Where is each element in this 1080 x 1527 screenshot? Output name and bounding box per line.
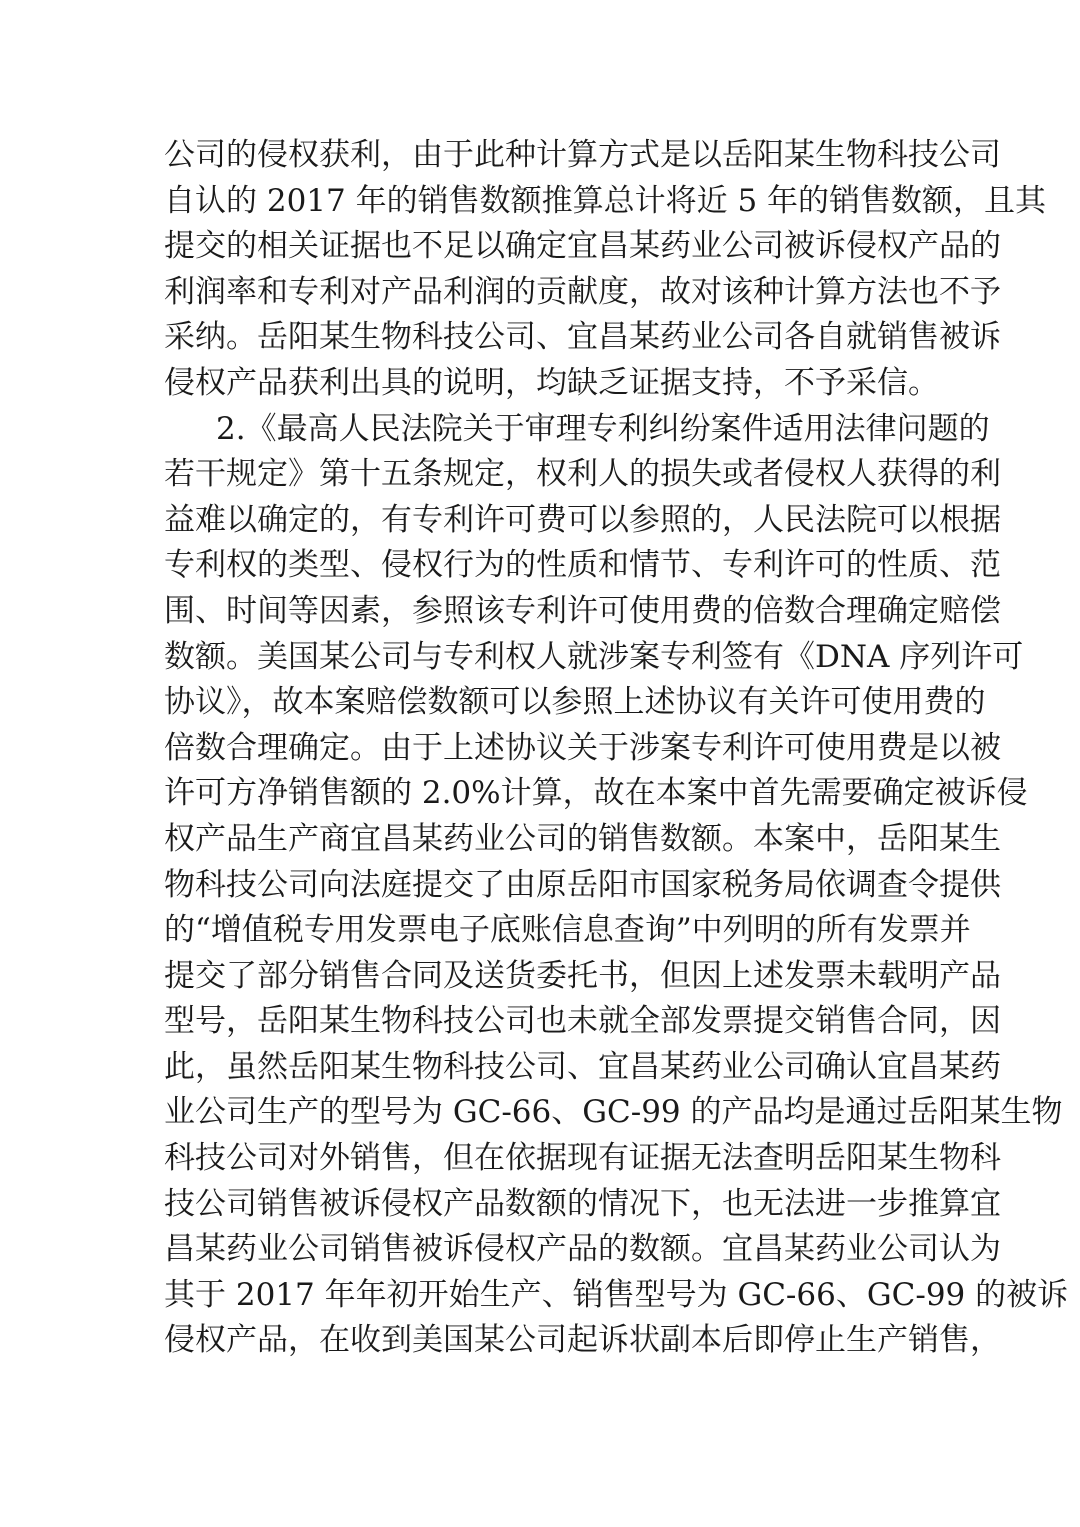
paragraph-line: 提交的相关证据也不足以确定宜昌某药业公司被诉侵权产品的: [164, 228, 1001, 265]
paragraph-2: [164, 407, 1069, 1364]
paragraph-line: 专利权的类型、侵权行为的性质和情节、专利许可的性质、范: [164, 547, 1001, 584]
paragraph-line: 协议》，故本案赔偿数额可以参照上述协议有关许可使用费的: [164, 684, 986, 721]
paragraph-line: 提交了部分销售合同及送货委托书，但因上述发票未载明产品: [164, 957, 1001, 994]
paragraph-line: 利润率和专利对产品利润的贡献度，故对该种计算方法也不予: [164, 273, 1001, 310]
paragraph-line: 许可方净销售额的 2.0%计算，故在本案中首先需要确定被诉侵: [164, 775, 1028, 812]
paragraph-line: 侵权产品，在收到美国某公司起诉状副本后即停止生产销售，: [164, 1322, 1001, 1359]
paragraph-line: 的“增值税专用发票电子底账信息查询”中列明的所有发票并: [164, 912, 971, 949]
document-body: [164, 133, 1069, 1364]
paragraph-line: 其于 2017 年年初开始生产、销售型号为 GC-66、GC-99 的被诉: [164, 1276, 1069, 1313]
paragraph-1: [164, 133, 1047, 407]
paragraph-line: 科技公司对外销售，但在依据现有证据无法查明岳阳某生物科: [164, 1140, 1001, 1177]
paragraph-line: 权产品生产商宜昌某药业公司的销售数额。本案中，岳阳某生: [164, 820, 1001, 857]
paragraph-line: 物科技公司向法庭提交了由原岳阳市国家税务局依调查令提供: [164, 866, 1001, 903]
paragraph-line: 若干规定》第十五条规定，权利人的损失或者侵权人获得的利: [164, 456, 1001, 493]
paragraph-line: 自认的 2017 年的销售数额推算总计将近 5 年的销售数额，且其: [164, 182, 1047, 219]
paragraph-line: 技公司销售被诉侵权产品数额的情况下，也无法进一步推算宜: [164, 1185, 1001, 1222]
paragraph-line: 倍数合理确定。由于上述协议关于涉案专利许可使用费是以被: [164, 729, 1001, 766]
paragraph-line: 数额。美国某公司与专利权人就涉案专利签有《DNA 序列许可: [164, 638, 1024, 675]
paragraph-line: 采纳。岳阳某生物科技公司、宜昌某药业公司各自就销售被诉: [164, 319, 1001, 356]
paragraph-line: 昌某药业公司销售被诉侵权产品的数额。宜昌某药业公司认为: [164, 1231, 1001, 1268]
paragraph-line: 侵权产品获利出具的说明，均缺乏证据支持，不予采信。: [164, 364, 939, 401]
paragraph-line: 业公司生产的型号为 GC-66、GC-99 的产品均是通过岳阳某生物: [164, 1094, 1063, 1131]
paragraph-first-line: 2.《最高人民法院关于审理专利纠纷案件适用法律问题的: [216, 410, 990, 447]
paragraph-line: 围、时间等因素，参照该专利许可使用费的倍数合理确定赔偿: [164, 592, 1001, 629]
paragraph-line: 公司的侵权获利，由于此种计算方式是以岳阳某生物科技公司: [164, 137, 1001, 173]
paragraph-line: 益难以确定的，有专利许可费可以参照的，人民法院可以根据: [164, 501, 1001, 538]
paragraph-line: 此，虽然岳阳某生物科技公司、宜昌某药业公司确认宜昌某药: [164, 1048, 1001, 1085]
paragraph-line: 型号，岳阳某生物科技公司也未就全部发票提交销售合同，因: [164, 1003, 1001, 1040]
